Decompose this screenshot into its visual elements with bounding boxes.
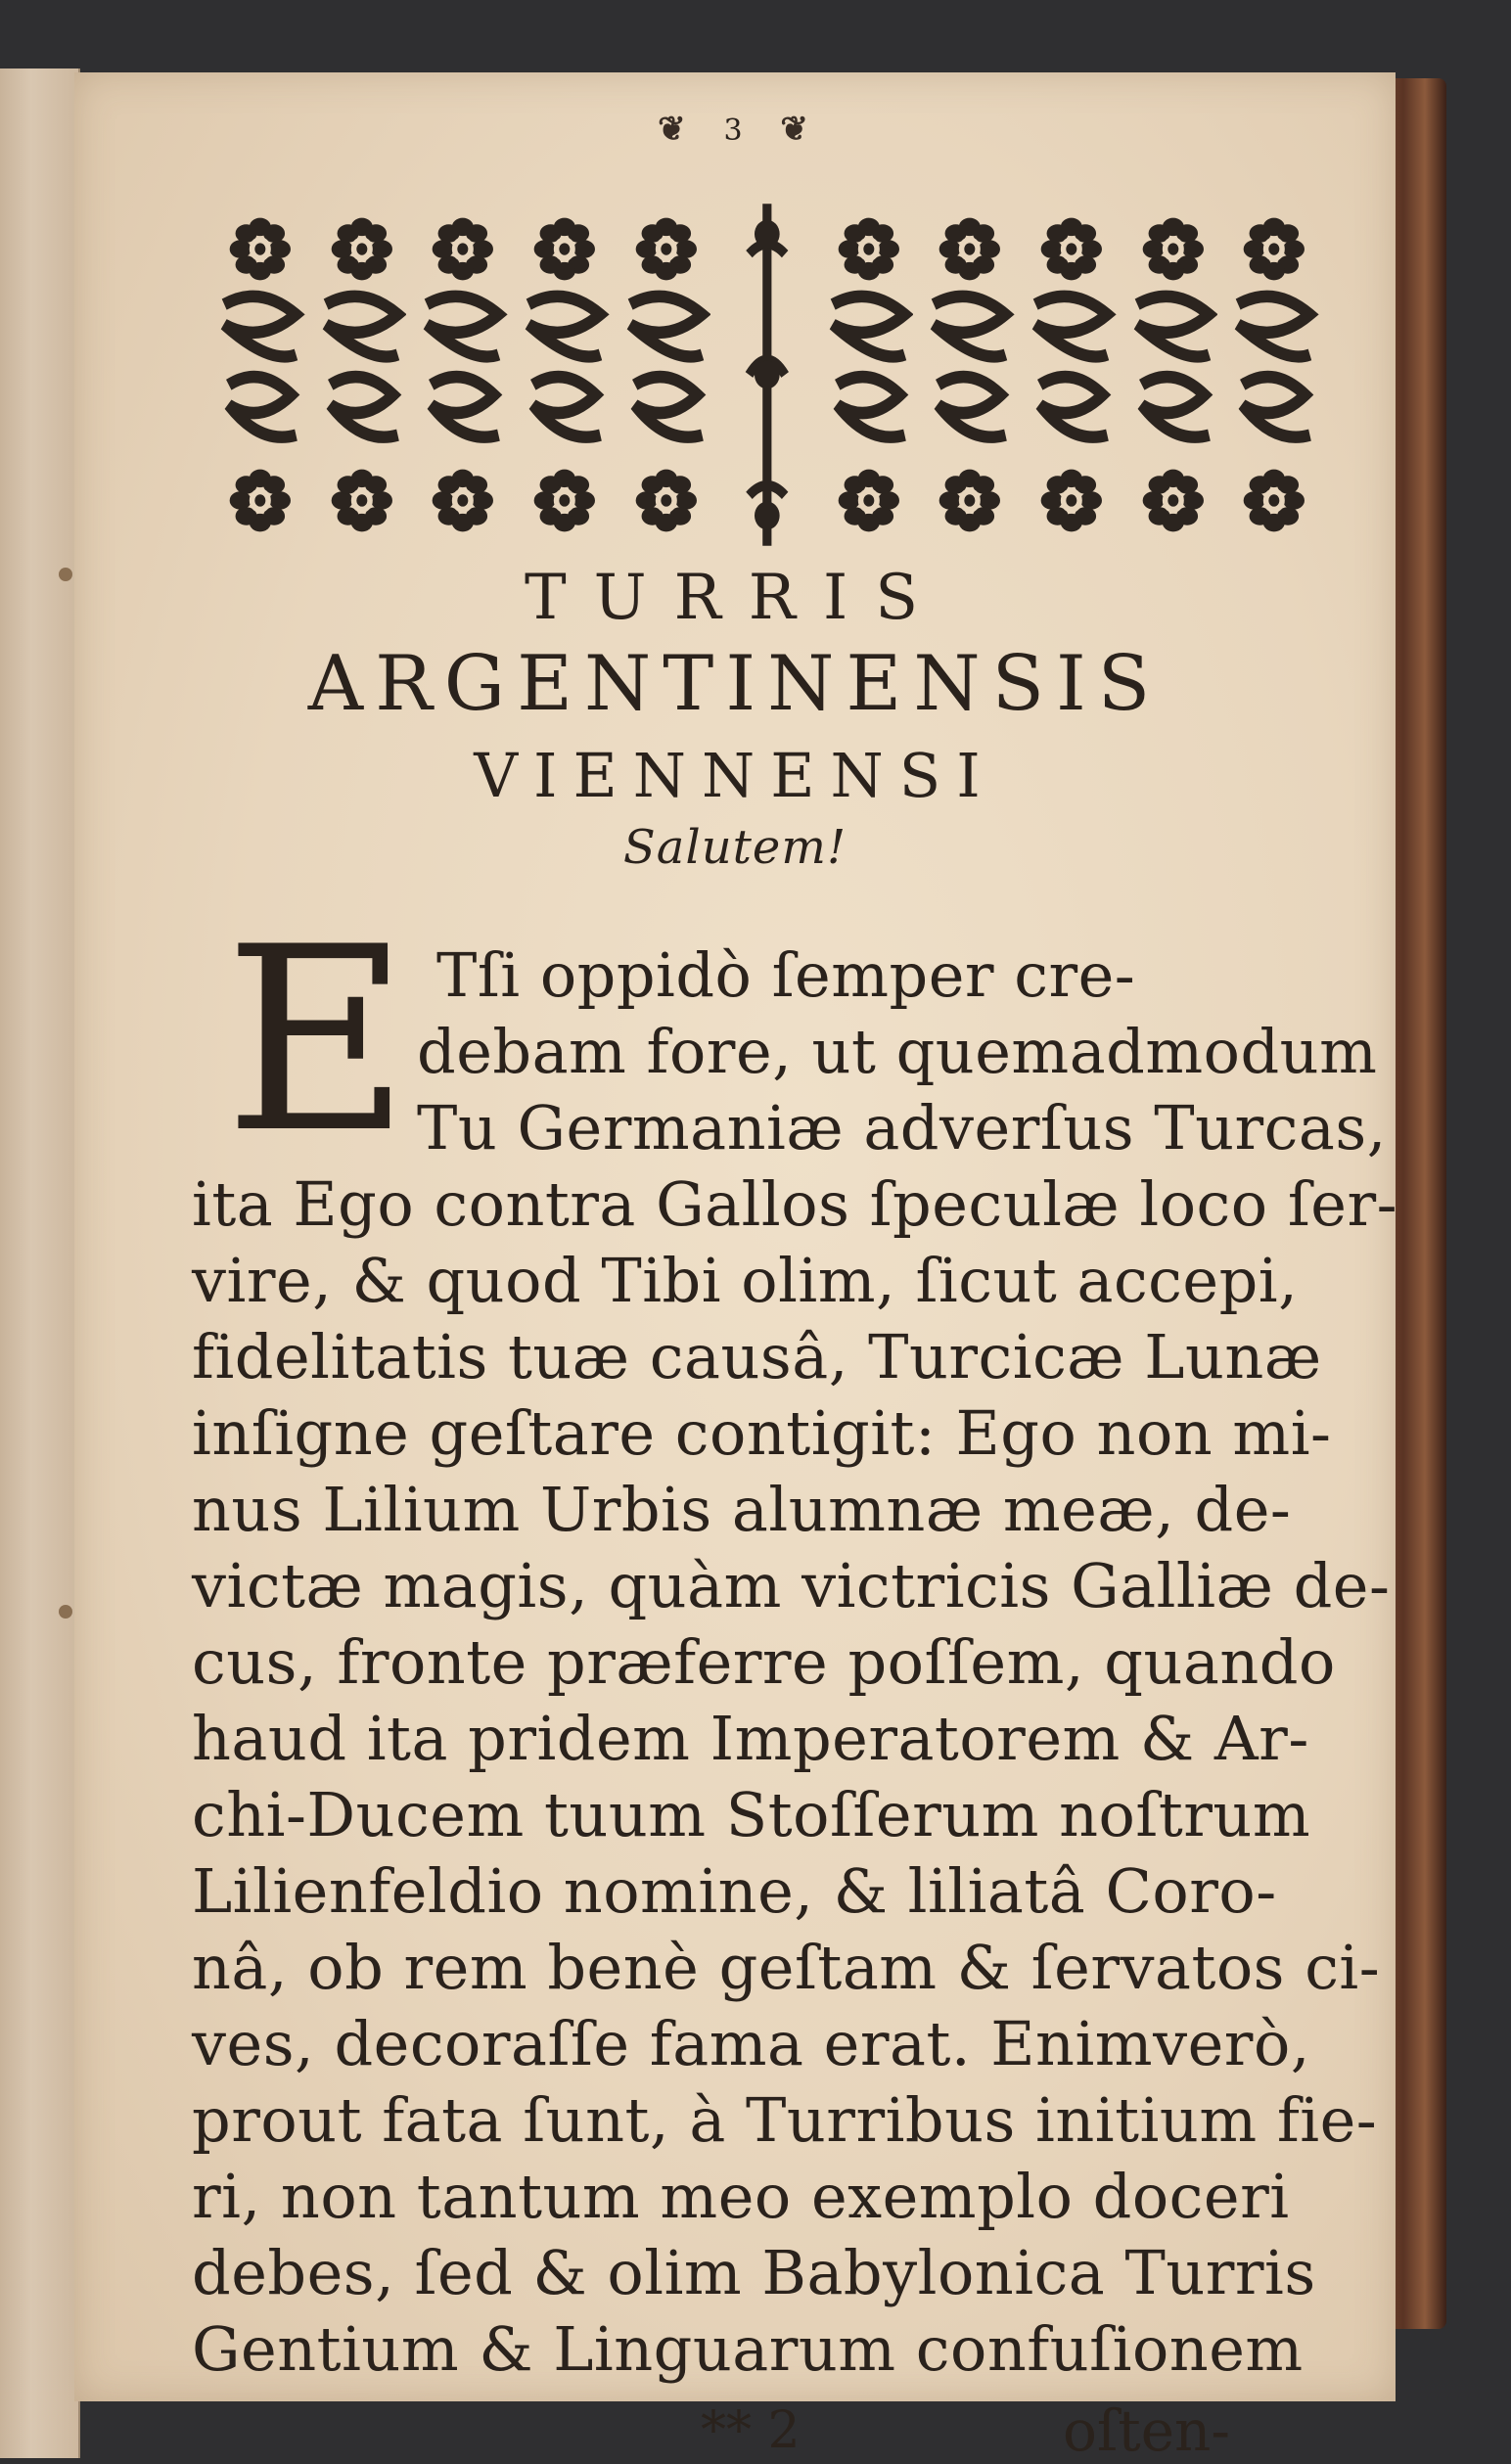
body-line: cus, fronte præferre poſſem, quando xyxy=(192,1626,1336,1698)
header-ornament-right-icon: ❦ xyxy=(780,110,812,149)
facing-page-edge xyxy=(0,68,80,2458)
body-line: chi-Ducem tuum Stoſſerum noſtrum xyxy=(192,1779,1311,1850)
body-line: Gentium & Linguarum confuſionem xyxy=(192,2313,1304,2385)
body-line: Lilienfeldio nomine, & liliatâ Coro- xyxy=(192,1855,1277,1927)
ornament-center-column-icon xyxy=(722,194,812,556)
body-line: debes, ſed & olim Babylonica Turris xyxy=(192,2237,1316,2308)
title-line-4: Salutem! xyxy=(622,820,847,875)
ornament-flower-column-icon xyxy=(317,194,407,556)
body-line: Tu Germaniæ adverſus Turcas, xyxy=(417,1092,1387,1164)
title-line-1: TURRIS xyxy=(524,562,946,634)
title-line-3: VIENNENSI xyxy=(474,740,996,811)
binding-stitch xyxy=(59,568,72,581)
ornament-flower-column-icon xyxy=(520,194,610,556)
body-line: nâ, ob rem benè geſtam & ſervatos ci- xyxy=(192,1932,1381,2003)
body-line: ita Ego contra Gallos ſpeculæ loco ſer- xyxy=(192,1168,1398,1240)
ornament-flower-column-icon xyxy=(925,194,1015,556)
woodcut-floral-border-icon xyxy=(209,194,1325,556)
body-line: inſigne geſtare contigit: Ego non mi- xyxy=(192,1397,1332,1469)
body-line: vire, & quod Tibi olim, ſicut accepi, xyxy=(192,1245,1299,1316)
body-line: victæ magis, quàm victricis Galliæ de- xyxy=(192,1550,1391,1621)
ornament-flower-column-icon xyxy=(824,194,914,556)
drop-capital: E xyxy=(224,893,410,1189)
binding-stitch xyxy=(59,1605,72,1619)
title-line-2: ARGENTINENSIS xyxy=(307,640,1163,728)
body-line: prout fata ſunt, à Turribus initium fie- xyxy=(192,2084,1378,2156)
ornament-flower-column-icon xyxy=(621,194,711,556)
body-line: nus Lilium Urbis alumnæ meæ, de- xyxy=(192,1474,1292,1545)
body-line: fidelitatis tuæ causâ, Turcicæ Lunæ xyxy=(192,1321,1322,1392)
ornament-flower-column-icon xyxy=(1027,194,1117,556)
page-number: 3 xyxy=(723,114,747,148)
ornament-flower-column-icon xyxy=(418,194,508,556)
body-line: ri, non tantum meo exemplo doceri xyxy=(192,2161,1290,2232)
body-line: debam fore, ut quemadmodum xyxy=(417,1016,1378,1087)
body-line: Tſi oppidò ſemper cre- xyxy=(436,939,1136,1011)
header-ornament-left-icon: ❦ xyxy=(658,110,690,149)
body-line: haud ita pridem Imperatorem & Ar- xyxy=(192,1703,1309,1774)
ornament-flower-column-icon xyxy=(1229,194,1319,556)
catchword: oſten- xyxy=(1063,2397,1230,2464)
body-line: ves, decoraſſe fama erat. Enimverò, xyxy=(192,2008,1310,2079)
running-header xyxy=(74,110,1396,149)
ornament-flower-column-icon xyxy=(215,194,305,556)
ornament-flower-column-icon xyxy=(1128,194,1218,556)
book-page xyxy=(74,72,1398,2464)
signature-mark: ** 2 xyxy=(701,2401,801,2460)
